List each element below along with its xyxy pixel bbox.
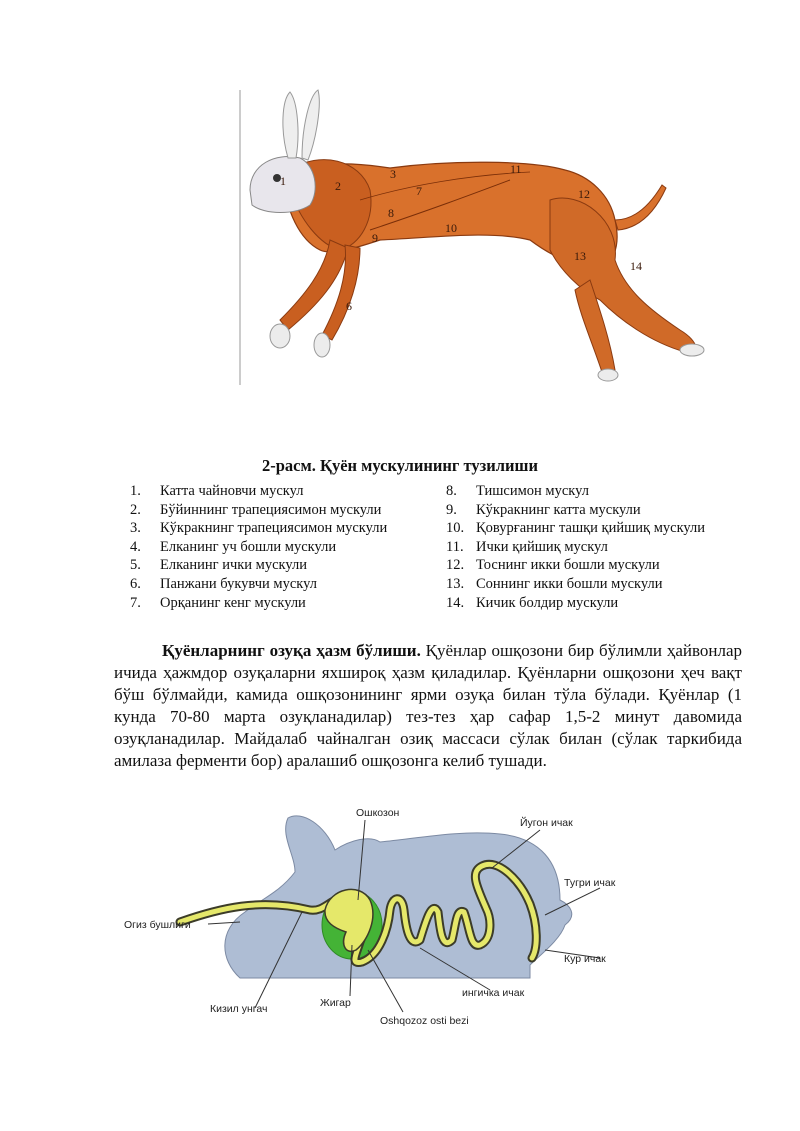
- label-stomach: Ошкозон: [356, 807, 400, 819]
- callout: 11: [510, 162, 522, 176]
- legend-item: 6. Панжани букувчи мускул: [130, 575, 317, 592]
- callout: 14: [630, 259, 642, 273]
- label-pancreas: Oshqozoz osti bezi: [380, 1015, 469, 1027]
- legend-item: 3. Кўкракнинг трапециясимон мускули: [130, 520, 388, 537]
- label-large-intestine: Йугон ичак: [520, 817, 573, 829]
- legend-item: 2. Бўйиннинг трапециясимон мускули: [130, 501, 382, 518]
- callout: 8: [388, 206, 394, 220]
- paragraph-title: Қуёнларнинг озуқа ҳазм бўлиши.: [162, 641, 421, 660]
- callout: 9: [372, 231, 378, 245]
- paragraph-body: Қуёнлар ошқозони бир бўлимли ҳайвонлар ичида ҳажмдор озуқаларни яхшироқ ҳазм қиладилар. Қуёнларни ошқозони ҳеч вақт бўш бўлмайди, камида ошқозонининг ярми озуқа билан тўла бўлади. Қуёнлар (1 кунда 70-80 марта озуқланадилар) тез-тез ҳар сафар 1,5-2 минут давомида озуқланадилар. Майдалаб чайналган озиқ массаси сўлак билан (сўлак таркибида амилаза ферменти бор) аралашиб ошқозонга келиб тушади.: [114, 641, 743, 770]
- callout: 7: [416, 184, 422, 198]
- callout: 6: [346, 299, 352, 313]
- legend-item: 9. Кўкракнинг катта мускули: [446, 501, 641, 518]
- callout: 2: [335, 179, 341, 193]
- rabbit-muscle-figure: [230, 80, 730, 400]
- label-liver: Жигар: [320, 997, 351, 1009]
- digestion-paragraph: [114, 640, 742, 772]
- legend-item: 10. Қовурғанинг ташқи қийшиқ мускули: [446, 520, 706, 537]
- label-small-intestine: ингичка ичак: [462, 987, 525, 999]
- label-esophagus: Кизил унгач: [210, 1003, 268, 1015]
- legend-item: 8. Тишсимон мускул: [446, 483, 589, 499]
- digestive-system-figure: [120, 800, 680, 1040]
- callout: 10: [445, 221, 457, 235]
- legend-item: 11. Ички қийшиқ мускул: [446, 538, 608, 555]
- label-mouth: Огиз бушлиги: [124, 919, 191, 931]
- legend-item: 7. Орқанинг кенг мускули: [130, 594, 306, 611]
- legend-item: 12. Тоснинг икки бошли мускули: [446, 557, 660, 574]
- legend-item: 5. Елканинг ички мускули: [130, 557, 307, 574]
- callout: 1: [280, 174, 286, 188]
- legend-item: 13. Соннинг икки бошли мускули: [446, 575, 663, 592]
- legend-left: [130, 482, 387, 612]
- legend-item: 1. Катта чайновчи мускул: [130, 483, 304, 499]
- figure-caption: 2-расм. Қуён мускулининг тузилиши: [262, 456, 538, 475]
- label-caecum: Кур ичак: [564, 953, 606, 965]
- legend-item: 4. Елканинг уч бошли мускули: [130, 538, 337, 555]
- legend-item: 14. Кичик болдир мускули: [446, 594, 619, 611]
- callout: 13: [574, 249, 586, 263]
- callout: 3: [390, 167, 396, 181]
- callout: 12: [578, 187, 590, 201]
- legend-right: [446, 482, 705, 612]
- label-rectum: Тугри ичак: [564, 877, 616, 889]
